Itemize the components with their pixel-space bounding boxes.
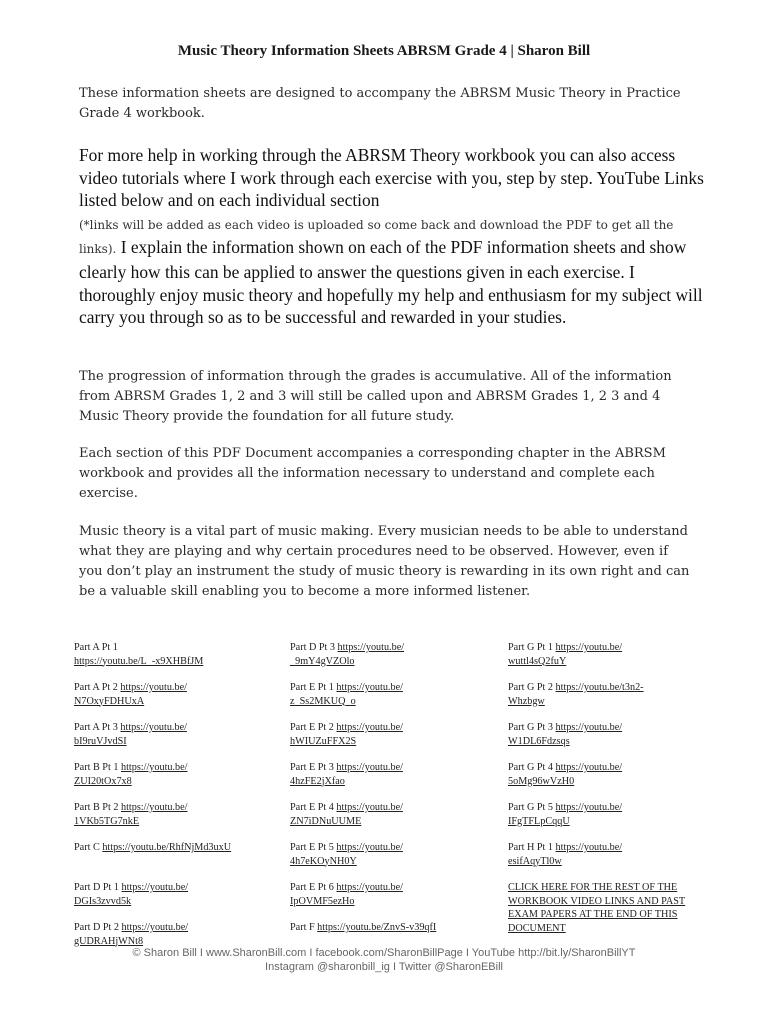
lead-text-2: I explain the information shown on each of the PDF information sheets and show clearly how this can be applied to answer the questions given in each exercise. I thoroughly enjoy music theory and hopefully my help and enthusiasm for my subject will carry you through so as to be successful and rewarded in your studies. [79,237,703,328]
link-item [508,681,708,708]
link-label: Part C [74,842,100,853]
link-item [508,841,708,868]
youtube-link-id: z_Ss2MKUQ_o [290,695,356,707]
youtube-link-id: 4hzFE2jXfao [290,775,345,787]
link-item [290,641,490,668]
link-item [508,641,708,668]
youtube-link-url: https://youtu.be/ [336,802,403,813]
youtube-link-url: https://youtu.be/ [120,802,188,813]
youtube-link-url: https://youtu.be/ [336,842,403,853]
page-title: Music Theory Information Sheets ABRSM Grade 4 | Sharon Bill [177,43,591,59]
youtube-link-id: N7OxyFDHUxA [74,695,145,707]
lead-text-1: For more help in working through the ABRSM Theory workbook you can also access video tutorials where I work through each exercise with you, step by step. YouTube Links listed below and on each individual section [79,145,704,211]
link-label: Part E Pt 5 [290,842,334,853]
link-label: Part G Pt 5 [508,802,553,813]
footer-line-2: Instagram @sharonbill_ig I Twitter @SharonEBill [265,961,503,973]
youtube-link-id: ZUI20tOx7x8 [74,775,132,787]
youtube-link-url: https://youtu.be/ [555,642,623,653]
youtube-link-url: https://youtu.be/L_-x9XHBfJM [74,655,204,667]
link-item [74,801,274,828]
link-label: Part B Pt 1 [74,762,119,773]
link-item [290,681,490,708]
link-label: Part E Pt 3 [290,762,334,773]
youtube-link-id: gUDRAHjWNt8 [74,935,144,947]
youtube-link-url: https://youtu.be/ [337,642,405,653]
link-item [290,921,490,935]
youtube-link-url: https://youtu.be/ [555,722,623,733]
link-label: Part G Pt 1 [508,642,553,653]
music-theory-paragraph: Music theory is a vital part of music making. Every musician needs to be able to understand what they are playing and why certain procedures need to be observed. However, even if you don’t play an instrument the study of music theory is rewarding in its own right and can be a valuable skill enabling you to become a more informed listener. [79,524,690,599]
youtube-link-url: https://youtu.be/ [121,922,189,933]
youtube-link-url: https://youtu.be/ [121,882,189,893]
youtube-link-id: bI9ruVJvdSI [74,735,127,747]
youtube-link-url: https://youtu.be/ZnvS-v39qfI [317,922,437,933]
link-label: Part E Pt 2 [290,722,334,733]
youtube-link-id: 4h7eKOyNH0Y [290,855,357,867]
youtube-link-id: IFgTFLpCqqU [508,815,570,827]
intro-paragraph: These information sheets are designed to accompany the ABRSM Music Theory in Practice Grade 4 workbook. [79,86,681,121]
link-item [290,801,490,828]
link-label: Part B Pt 2 [74,802,119,813]
link-item [290,721,490,748]
link-item [74,641,274,668]
link-item [74,681,274,708]
lead-paragraph [79,144,704,329]
footer-line-1: © Sharon Bill I www.SharonBill.com I facebook.com/SharonBillPage I YouTube http://bit.ly/SharonBillYT [132,947,636,959]
youtube-link-id: W1DL6Fdzsqs [508,735,570,747]
youtube-link[interactable] [102,842,231,853]
youtube-link-url: https://youtu.be/ [555,762,623,773]
youtube-link-id: 5oMg96wVzH0 [508,775,575,787]
link-label: Part E Pt 4 [290,802,334,813]
footer [0,946,768,974]
youtube-link-id: hWIUZuFFX2S [290,735,357,747]
youtube-link-id: wuttl4sQ2fuY [508,655,567,667]
link-label: Part H Pt 1 [508,842,553,853]
link-label: Part F [290,922,315,933]
youtube-link-id: Whzbgw [508,695,545,707]
youtube-link-id: 1VKb5TG7nkE [74,815,140,827]
youtube-link-url: https://youtu.be/ [336,722,403,733]
link-item [290,881,490,908]
link-label: Part G Pt 3 [508,722,553,733]
youtube-link-id: IpOVMF5ezHo [290,895,355,907]
link-item [74,841,274,855]
youtube-link-url: https://youtu.be/ [336,882,403,893]
link-item [74,921,274,948]
youtube-link-url: https://youtu.be/ [120,722,187,733]
link-item [74,761,274,788]
youtube-link-url: https://youtu.be/ [120,682,187,693]
youtube-link-id: _9mY4gVZOlo [290,655,355,667]
link-label: Part A Pt 2 [74,682,118,693]
link-label: Part D Pt 3 [290,642,335,653]
youtube-link-url: https://youtu.be/ [120,762,188,773]
link-label: Part D Pt 2 [74,922,119,933]
youtube-link-url: https://youtu.be/ [555,842,623,853]
link-label: Part A Pt 3 [74,722,118,733]
lead-note: (*links will be added as each video is uploaded so come back and download the PDF to get all the links). [79,217,674,257]
link-item [508,721,708,748]
link-label: Part D Pt 1 [74,882,119,893]
link-item [290,841,490,868]
link-item [508,801,708,828]
youtube-link-id: esifAqyTl0w [508,855,562,867]
youtube-link-url: https://youtu.be/ [336,682,403,693]
youtube-link-url: https://youtu.be/ [336,762,403,773]
link-label: Part E Pt 6 [290,882,334,893]
youtube-link-url: https://youtu.be/ [555,802,623,813]
more-links-cta[interactable] [508,881,708,935]
link-item [290,761,490,788]
link-label: Part A Pt 1 [74,642,118,653]
youtube-link-url: https://youtu.be/RhfNjMd3uxU [102,842,232,853]
youtube-link-id: ZN7iDNuUUME [290,815,362,827]
youtube-link-url: https://youtu.be/t3n2- [555,682,644,693]
link-item [508,761,708,788]
youtube-link[interactable] [317,922,436,933]
progression-paragraph: The progression of information through the grades is accumulative. All of the information from ABRSM Grades 1, 2 and 3 will still be called upon and ABRSM Grades 1, 2 3 and 4 Music Theory provide the foundation for all future study. [79,369,672,424]
link-label: Part E Pt 1 [290,682,334,693]
link-item [74,721,274,748]
youtube-link-id: DGIs3zvvd5k [74,895,132,907]
more-links-link[interactable]: CLICK HERE FOR THE REST OF THE WORKBOOK VIDEO LINKS AND PAST EXAM PAPERS AT THE END OF THIS DOCUMENT [508,882,686,934]
sections-paragraph: Each section of this PDF Document accompanies a corresponding chapter in the ABRSM workbook and provides all the information necessary to understand and complete each exercise. [79,446,666,501]
link-label: Part G Pt 2 [508,682,553,693]
link-item [74,881,274,908]
youtube-link[interactable] [74,656,203,667]
link-label: Part G Pt 4 [508,762,553,773]
